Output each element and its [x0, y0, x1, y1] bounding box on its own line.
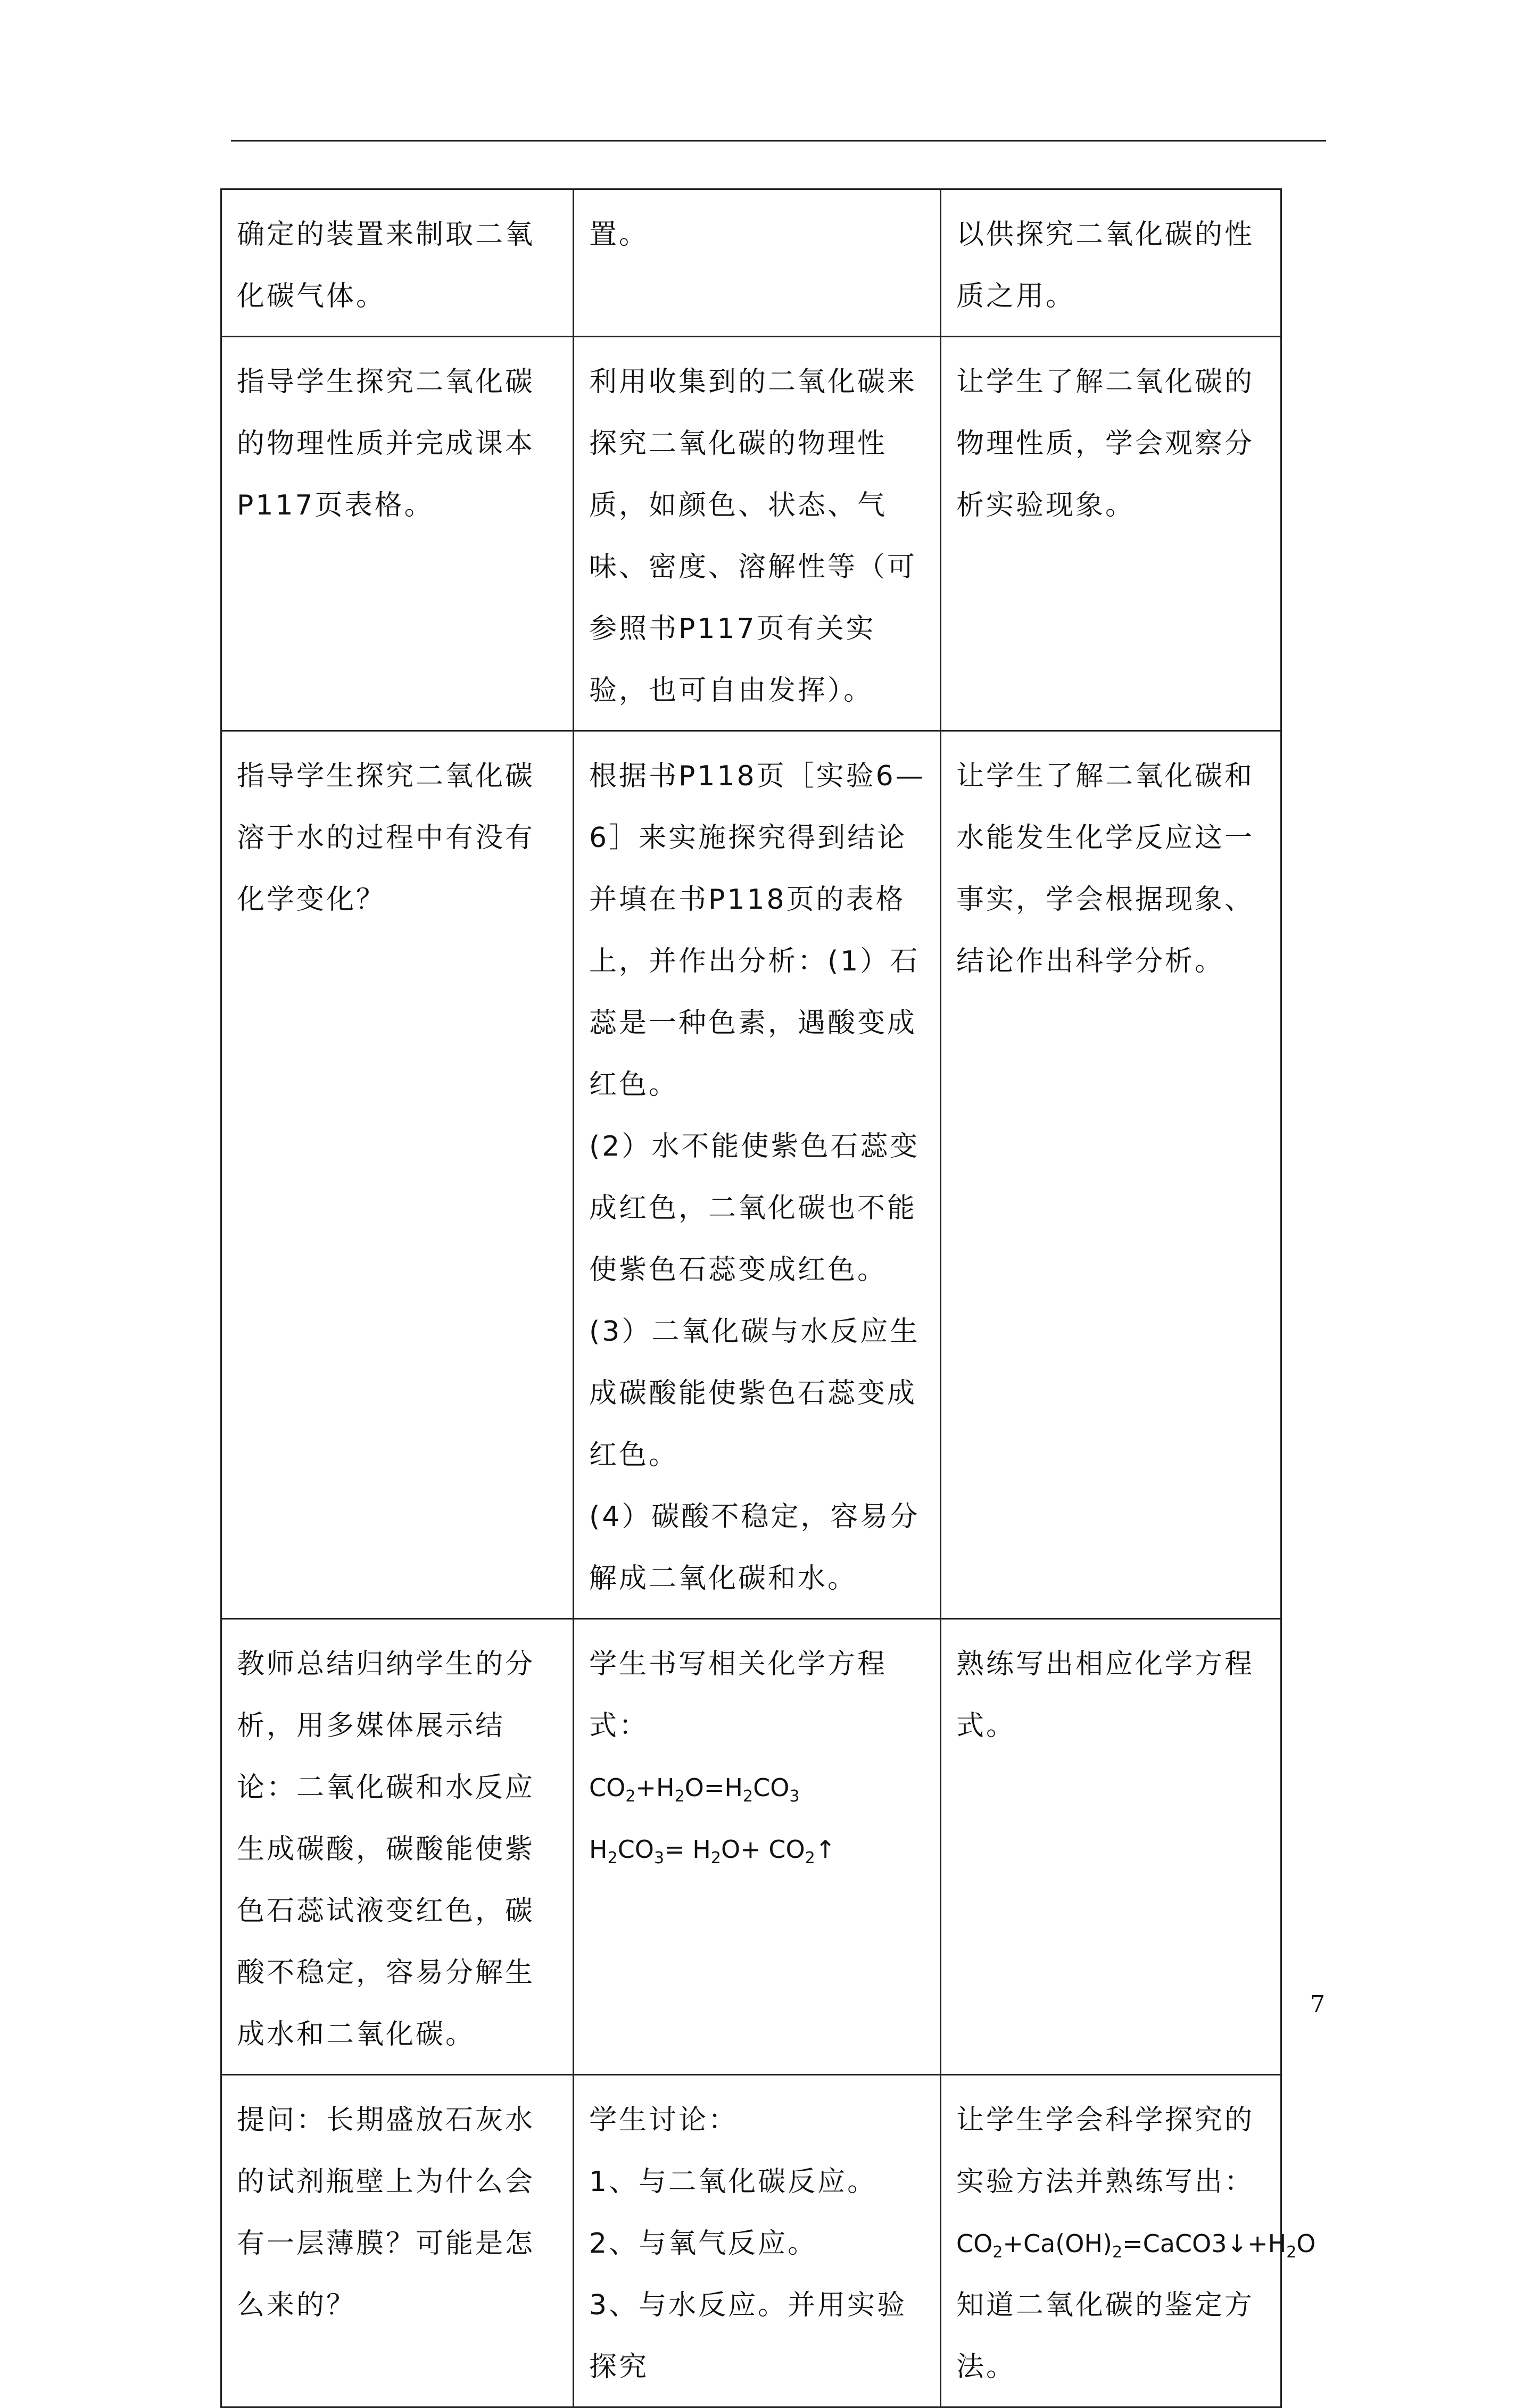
up-arrow-icon: ↑: [815, 1835, 836, 1864]
page-number: 7: [1310, 1991, 1325, 2018]
table-row: [221, 189, 1281, 337]
design-purpose-cell: [941, 731, 1281, 1619]
cell-text: 提问：长期盛放石灰水的试剂瓶壁上为什么会有一层薄膜？可能是怎么来的？: [237, 2104, 535, 2321]
cell-text: 利用收集到的二氧化碳来探究二氧化碳的物理性质，如颜色、状态、气味、密度、溶解性等（可参照书P117页有关实验，也可自由发挥）。: [589, 366, 917, 707]
cell-text: 2、与氧气反应。: [589, 2228, 818, 2260]
lesson-plan-table: [220, 188, 1316, 2408]
cell-text: 指导学生探究二氧化碳的物理性质并完成课本P117页表格。: [237, 366, 535, 521]
header-rule: [231, 140, 1326, 142]
cell-text: 学生讨论：: [589, 2104, 739, 2136]
design-purpose-cell: [941, 1619, 1281, 2075]
student-activity-cell: [574, 731, 941, 1619]
table-row: [221, 1619, 1281, 2075]
cell-text: 根据书P118页［实验6—6］来实施探究得到结论并填在书P118页的表格上，并作出分析：(1）石蕊是一种色素，遇酸变成红色。: [589, 760, 925, 1101]
cell-text: 知道二氧化碳的鉴定方法。: [956, 2289, 1255, 2383]
student-activity-cell: [574, 189, 941, 337]
cell-text: 让学生了解二氧化碳的物理性质，学会观察分析实验现象。: [956, 366, 1255, 521]
cell-text: 确定的装置来制取二氧化碳气体。: [237, 219, 535, 312]
chemical-equation: $CO_2+H_2O=H_2CO_3$: [589, 1773, 800, 1806]
table-row: [221, 337, 1281, 731]
table-row: [221, 731, 1281, 1619]
cell-text: 学生书写相关化学方程式：: [589, 1648, 888, 1742]
teacher-activity-cell: [221, 337, 574, 731]
teacher-activity-cell: [221, 189, 574, 337]
cell-text: 让学生了解二氧化碳和水能发生化学反应这一事实，学会根据现象、结论作出科学分析。: [956, 760, 1255, 977]
cell-text: 教师总结归纳学生的分析，用多媒体展示结论：二氧化碳和水反应生成碳酸，碳酸能使紫色石蕊试液变红色，碳酸不稳定，容易分解生成水和二氧化碳。: [237, 1648, 535, 2050]
cell-text: 熟练写出相应化学方程式。: [956, 1648, 1255, 1742]
teacher-activity-cell: [221, 1619, 574, 2075]
chemical-equation: $H_2CO_3= H_2O+$ $CO_2↑$: [589, 1835, 836, 1868]
cell-text: 以供探究二氧化碳的性质之用。: [956, 219, 1255, 312]
cell-text: 1、与二氧化碳反应。: [589, 2166, 877, 2198]
cell-text: 3、与水反应。并用实验探究: [589, 2289, 907, 2383]
design-purpose-cell: [941, 337, 1281, 731]
design-purpose-cell: [941, 189, 1281, 337]
cell-text: (3）二氧化碳与水反应生成碳酸能使紫色石蕊变成红色。: [589, 1316, 920, 1471]
chemical-equation: $CO_2+Ca(OH)_2=CaCO3↓+H_2O$: [956, 2229, 1316, 2262]
design-purpose-cell: [941, 2075, 1316, 2407]
student-activity-cell: [574, 2075, 941, 2407]
teacher-activity-cell: [221, 731, 574, 1619]
student-activity-cell: [574, 1619, 941, 2075]
cell-text: (2）水不能使紫色石蕊变成红色，二氧化碳也不能使紫色石蕊变成红色。: [589, 1131, 920, 1286]
teacher-activity-cell: [221, 2075, 574, 2407]
cell-text: 置。: [589, 219, 649, 251]
cell-text: (4）碳酸不稳定，容易分解成二氧化碳和水。: [589, 1501, 920, 1595]
table-row: [221, 2075, 1281, 2407]
cell-text: 指导学生探究二氧化碳溶于水的过程中有没有化学变化？: [237, 760, 535, 916]
student-activity-cell: [574, 337, 941, 731]
cell-text: 让学生学会科学探究的实验方法并熟练写出：: [956, 2104, 1255, 2198]
